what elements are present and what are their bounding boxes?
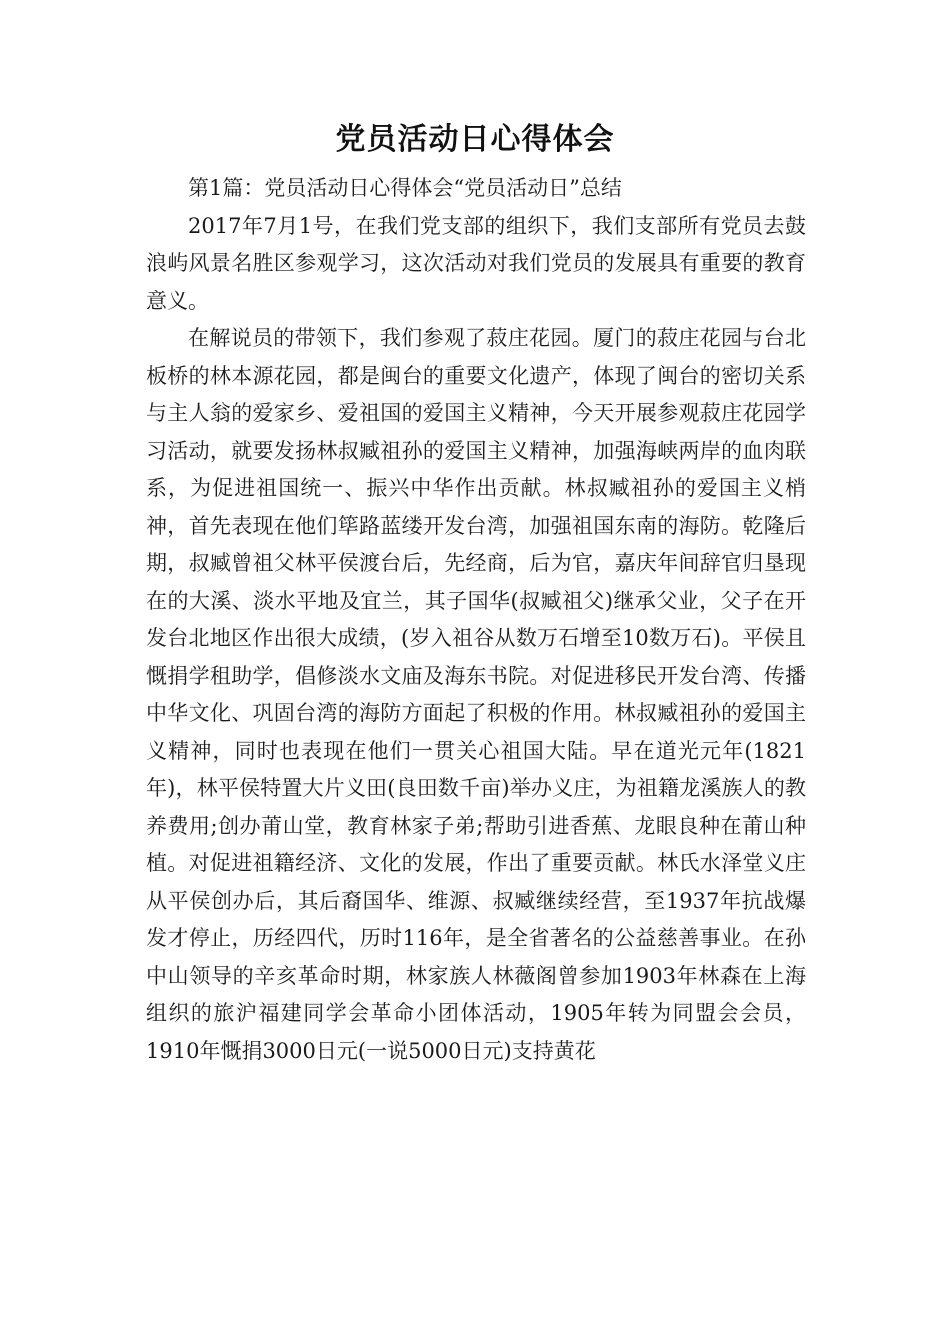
paragraph-intro: 2017年7月1号，在我们党支部的组织下，我们支部所有党员去鼓浪屿风景名胜区参观学习，这次活动对我们党员的发展具有重要的教育意义。	[146, 213, 806, 313]
paragraph-visit: 在解说员的带领下，我们参观了菽庄花园。厦门的菽庄花园与台北板桥的林本源花园，都是闽台的重要文化遗产，体现了闽台的密切关系与主人翁的爱家乡、爱祖国的爱国主义精神，今天开展参观菽庄花园学习活动，就要发扬林叔臧祖孙的爱国主义精神，加强海峡两岸的血肉联系，为促进祖国统一、振兴中华作出贡献。林叔臧祖孙的爱国主义梢神，首先表现在他们筚路蓝缕开发台湾，加强祖国东南的海防。乾隆后期，叔臧曾祖父林平侯渡台后，先经商，后为官，嘉庆年间辞官归垦现在的大溪、淡水平地及宜兰，其子国华(叔臧祖父)继承父业，父子在开发台北地区作出很大成绩，(岁入祖谷从数万石增至10数万石)。平侯且慨捐学租助学，倡修淡水文庙及海东书院。对促进移民开发台湾、传播中华文化、巩固台湾的海防方面起了积极的作用。林叔臧祖孙的爱国主义精神，同时也表现在他们一贯关心祖国大陆。早在道光元年(1821年)，林平侯特置大片义田(良田数千亩)举办义庄，为祖籍龙溪族人的教养费用;创办莆山堂，教育林家子弟;帮助引进香蕉、龙眼良种在莆山种植。对促进祖籍经济、文化的发展，作出了重要贡献。林氏水泽堂义庄从平侯创办后，其后裔国华、维源、叔臧继续经营，至1937年抗战爆发才停止，历经四代，历时116年，是全省著名的公益慈善事业。在孙中山领导的辛亥革命时期，林家族人林薇阁曾参加1903年林森在上海组织的旅沪福建同学会革命小团体活动，1905年转为同盟会会员，1910年慨捐3000日元(一说5000日元)支持黄花	[146, 326, 806, 1063]
paragraph-article-heading: 第1篇：党员活动日心得体会“党员活动日”总结	[188, 176, 622, 200]
document-title: 党员活动日心得体会	[335, 122, 615, 157]
document-body	[146, 170, 806, 1070]
